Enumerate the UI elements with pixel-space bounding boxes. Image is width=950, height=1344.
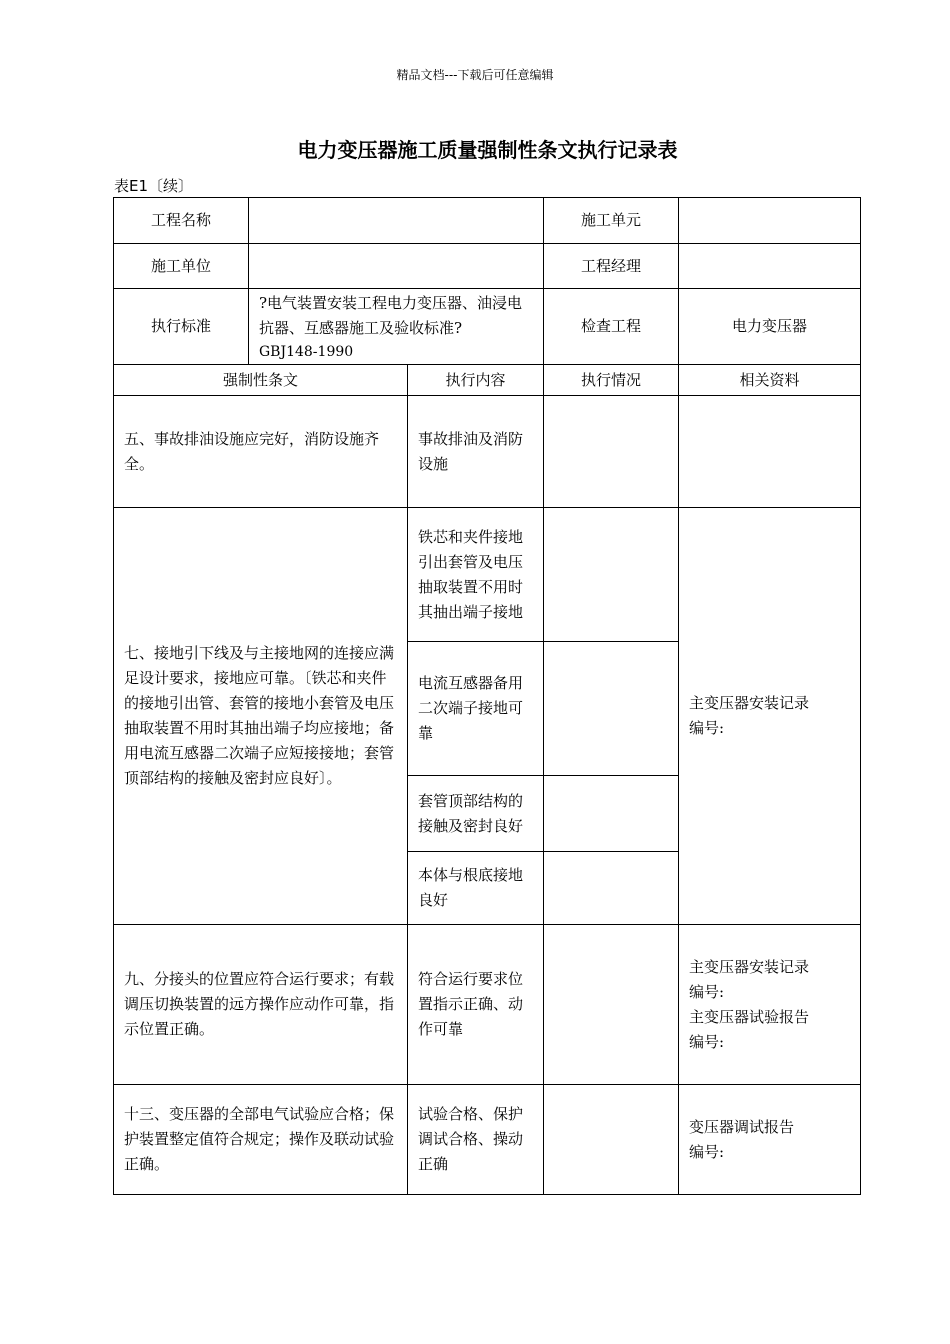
table-label: 表E1〔续〕 (114, 177, 194, 195)
material-13 (679, 1085, 861, 1195)
status-7-3[interactable] (544, 776, 679, 852)
table-row (114, 396, 861, 508)
col-header-content: 执行内容 (408, 365, 544, 396)
construction-company-label: 施工单位 (114, 244, 249, 289)
standard-value: ?电气装置安装工程电力变压器、油浸电抗器、互感器施工及验收标准? (259, 293, 523, 337)
clause-9: 九、分接头的位置应符合运行要求；有载调压切换装置的远方操作应动作可靠，指示位置正确。 (114, 925, 408, 1085)
material-5 (679, 396, 861, 508)
document-title: 电力变压器施工质量强制性条文执行记录表 (297, 138, 678, 162)
check-item-value: 电力变压器 (679, 289, 861, 365)
manager-value[interactable] (679, 244, 861, 289)
material-13-line-1: 变压器调试报告 (689, 1117, 795, 1136)
status-7-2[interactable] (544, 642, 679, 776)
status-7-4[interactable] (544, 852, 679, 925)
record-table (113, 197, 861, 1195)
content-5: 事故排油及消防设施 (408, 396, 544, 508)
clause-13: 十三、变压器的全部电气试验应合格；保护装置整定值符合规定；操作及联动试验正确。 (114, 1085, 408, 1195)
standard-cell (249, 289, 544, 365)
status-7-1[interactable] (544, 508, 679, 642)
project-name-value[interactable] (249, 198, 544, 244)
col-header-clause: 强制性条文 (114, 365, 408, 396)
info-row-3 (114, 289, 861, 365)
material-9-line-4: 编号: (689, 1032, 725, 1051)
project-name-label: 工程名称 (114, 198, 249, 244)
status-13[interactable] (544, 1085, 679, 1195)
material-7-line-1: 主变压器安装记录 (689, 694, 810, 712)
table-row (114, 1085, 861, 1195)
material-9-line-3: 主变压器试验报告 (689, 1007, 810, 1026)
status-9[interactable] (544, 925, 679, 1085)
material-7 (679, 508, 861, 925)
material-9-line-1: 主变压器安装记录 (689, 957, 810, 976)
construction-company-value[interactable] (249, 244, 544, 289)
info-row-1 (114, 198, 861, 244)
material-9-line-2: 编号: (689, 982, 725, 1001)
col-header-material: 相关资料 (679, 365, 861, 396)
status-5[interactable] (544, 396, 679, 508)
material-7-line-2: 编号: (689, 719, 725, 737)
content-7-2: 电流互感器备用二次端子接地可靠 (408, 642, 544, 776)
standard-code: GBJ148-1990 (259, 343, 354, 360)
check-item-label: 检查工程 (544, 289, 679, 365)
content-7-1: 铁芯和夹件接地引出套管及电压抽取装置不用时其抽出端子接地 (408, 508, 544, 642)
clause-5: 五、事故排油设施应完好，消防设施齐全。 (114, 396, 408, 508)
construction-unit-value[interactable] (679, 198, 861, 244)
material-9 (679, 925, 861, 1085)
manager-label: 工程经理 (544, 244, 679, 289)
content-7-4: 本体与根底接地良好 (408, 852, 544, 925)
material-13-line-2: 编号: (689, 1142, 725, 1161)
col-header-status: 执行情况 (544, 365, 679, 396)
construction-unit-label: 施工单元 (544, 198, 679, 244)
clause-7: 七、接地引下线及与主接地网的连接应满足设计要求，接地应可靠。〔铁芯和夹件的接地引出管、套管的接地小套管及电压抽取装置不用时其抽出端子均应接地；备用电流互感器二次端子应短接接地；套管顶部结构的接触及密封应良好〕。 (114, 508, 408, 925)
content-7-3: 套管顶部结构的接触及密封良好 (408, 776, 544, 852)
table-row (114, 925, 861, 1085)
header-note: 精品文档---下载后可任意编辑 (396, 68, 554, 82)
standard-label: 执行标准 (114, 289, 249, 365)
content-9: 符合运行要求位置指示正确、动作可靠 (408, 925, 544, 1085)
table-row (114, 508, 861, 642)
content-13: 试验合格、保护调试合格、操动正确 (408, 1085, 544, 1195)
info-row-2 (114, 244, 861, 289)
column-header-row (114, 365, 861, 396)
